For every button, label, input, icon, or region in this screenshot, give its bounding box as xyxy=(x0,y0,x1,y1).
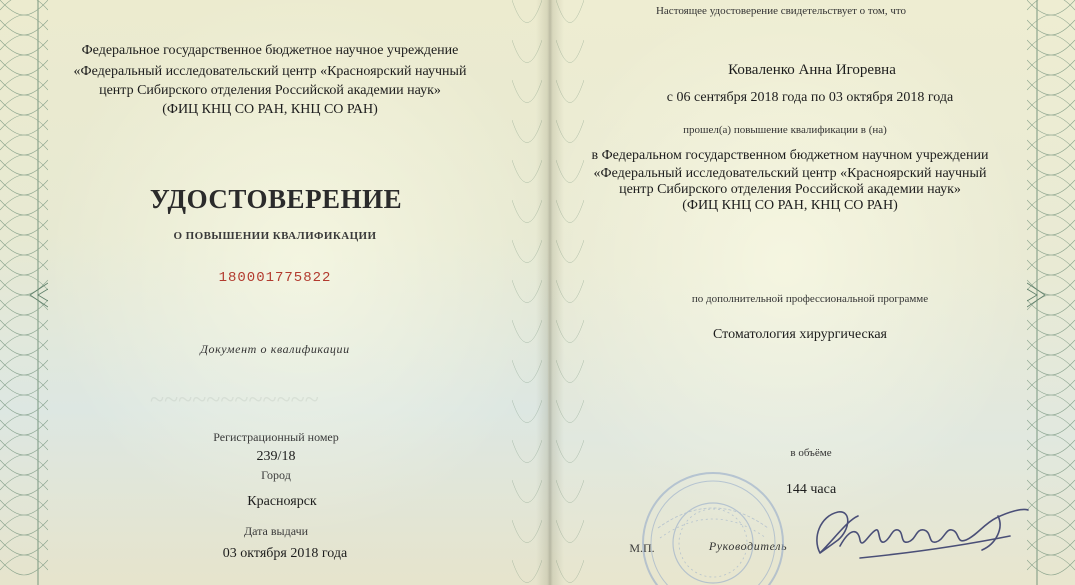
program-label: по дополнительной профессиональной программе xyxy=(691,293,929,305)
serial-number: 180001775822 xyxy=(218,270,332,286)
intro-text: Настоящее удостоверение свидетельствует о том, что xyxy=(655,5,907,17)
issuer-line-3: центр Сибирского отделения Российской академии наук» xyxy=(99,83,441,98)
city-label: Город xyxy=(261,468,291,482)
guilloche-border-left xyxy=(0,0,48,585)
certificate-subtitle: О ПОВЫШЕНИИ КВАЛИФИКАЦИИ xyxy=(173,230,377,242)
program-name: Стоматология хирургическая xyxy=(713,327,887,342)
registration-number: 239/18 xyxy=(256,449,296,464)
certificate-title: УДОСТОВЕРЕНИЕ xyxy=(149,184,403,214)
official-seal xyxy=(638,468,788,585)
institution-line-4: (ФИЦ КНЦ СО РАН, КНЦ СО РАН) xyxy=(682,198,898,213)
registration-label: Регистрационный номер xyxy=(213,430,339,444)
institution-line-1: в Федеральном государственном бюджетном научном учреждении xyxy=(591,148,989,163)
completed-text: прошел(а) повышение квалификации в (на) xyxy=(683,124,887,136)
document-type: Документ о квалификации xyxy=(200,342,350,356)
institution-line-2: «Федеральный исследовательский центр «Красноярский научный xyxy=(593,166,987,181)
city: Красноярск xyxy=(247,494,317,509)
head-signature xyxy=(800,498,1035,578)
issuer-line-4: (ФИЦ КНЦ СО РАН, КНЦ СО РАН) xyxy=(162,102,378,117)
issuer-line-2: «Федеральный исследовательский центр «Красноярский научный xyxy=(73,64,467,79)
background-watermark-text: ~~~~~~~~~~~~ xyxy=(150,385,319,414)
issue-date-label: Дата выдачи xyxy=(243,524,309,538)
full-name: Коваленко Анна Игоревна xyxy=(728,62,896,78)
issuer-line-1: Федеральное государственное бюджетное научное учреждение xyxy=(81,43,459,58)
volume-hours: 144 часа xyxy=(785,482,837,497)
book-spine xyxy=(536,0,564,585)
head-label: Руководитель xyxy=(708,539,788,553)
training-period: с 06 сентября 2018 года по 03 октября 2018 года xyxy=(666,90,954,105)
issue-date: 03 октября 2018 года xyxy=(222,546,348,561)
volume-label: в объёме xyxy=(790,447,832,459)
institution-line-3: центр Сибирского отделения Российской академии наук» xyxy=(619,182,961,197)
seal-place-label: М.П. xyxy=(629,541,655,555)
